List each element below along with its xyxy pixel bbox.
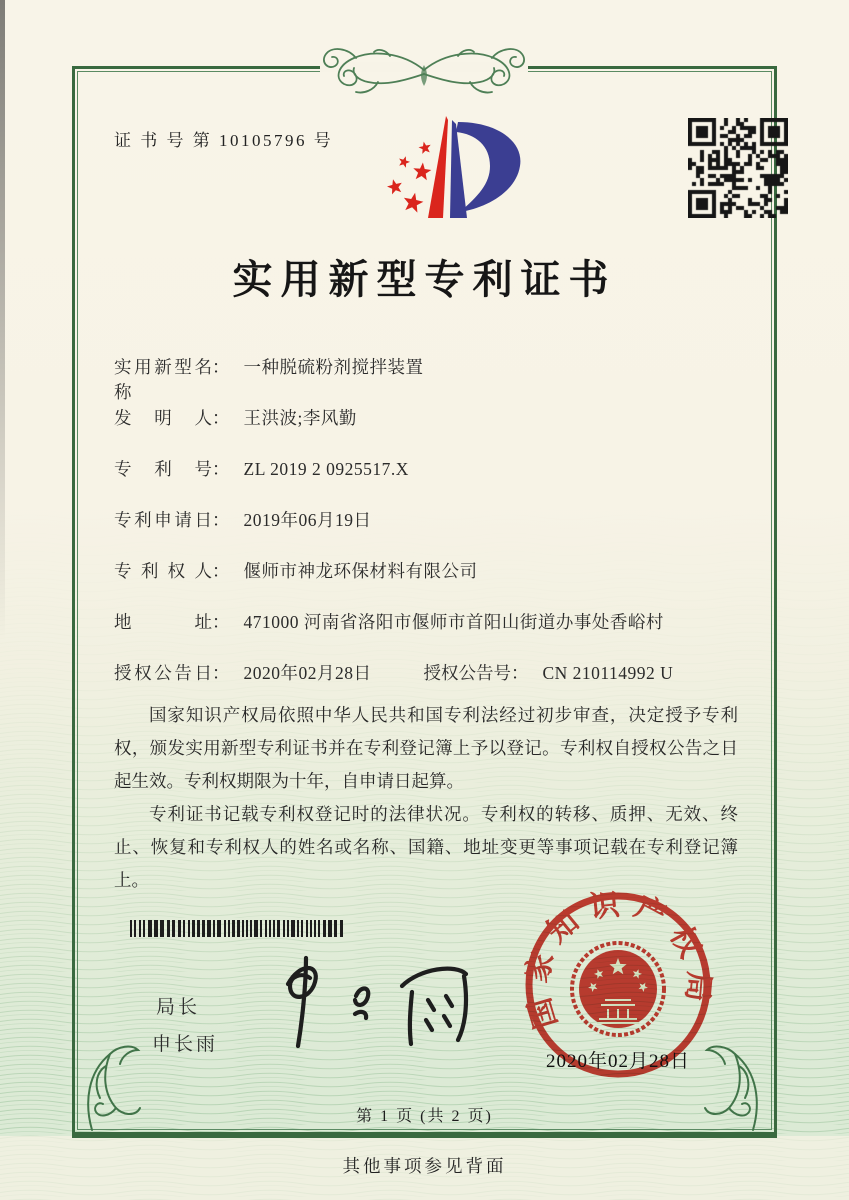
field-value: 偃师市神龙环保材料有限公司 xyxy=(243,561,478,581)
field-row-name xyxy=(114,354,746,402)
field-row-address xyxy=(114,609,746,633)
field-value: 王洪波;李风勤 xyxy=(243,408,357,428)
grant-row xyxy=(114,660,746,684)
legal-text xyxy=(114,699,738,897)
field-value: 471000 河南省洛阳市偃师市首阳山街道办事处香峪村 xyxy=(243,612,664,632)
field-value: ZL 2019 2 0925517.X xyxy=(243,459,409,479)
grant-number-value: CN 210114992 U xyxy=(542,663,674,683)
field-colon: ： xyxy=(212,561,230,581)
field-label: 专利申请日 xyxy=(114,510,212,530)
field-row-inventor xyxy=(114,405,746,429)
field-row-patent-number xyxy=(114,456,746,480)
field-row-patentee xyxy=(114,558,746,582)
paragraph: 国家知识产权局依照中华人民共和国专利法经过初步审查，决定授予专利权，颁发实用新型专利证书并在专利登记簿上予以登记。专利权自授权公告之日起生效。专利权期限为十年，自申请日起算。 xyxy=(114,705,738,791)
signatory-name: 申长雨 xyxy=(152,1034,219,1055)
field-label: 地址 xyxy=(114,612,212,632)
field-colon: ： xyxy=(212,663,230,683)
field-label: 专利权人 xyxy=(114,561,212,581)
cnipa-logo-icon xyxy=(368,100,538,240)
seal-date: 2020年02月28日 xyxy=(545,1051,690,1072)
field-colon: ： xyxy=(212,459,230,479)
top-flourish-ornament xyxy=(294,40,554,96)
field-colon: ： xyxy=(212,612,230,632)
grant-number-pair xyxy=(424,660,674,685)
field-row-filing-date xyxy=(114,507,746,531)
qr-code xyxy=(688,118,788,218)
field-colon: ： xyxy=(212,408,230,428)
signatory-title: 局长 xyxy=(156,997,201,1018)
scanner-edge-shadow xyxy=(0,0,5,640)
page-number: 第 1 页 (共 2 页) xyxy=(356,1108,493,1125)
grant-number-label: 授权公告号 xyxy=(423,663,511,683)
field-colon: ： xyxy=(212,510,230,530)
field-label: 实用新型名称 xyxy=(114,357,212,402)
paragraph: 专利证书记载专利权登记时的法律状况。专利权的转移、质押、无效、终止、恢复和专利权人的姓名或名称、国籍、地址变更等事项记载在专利登记簿上。 xyxy=(114,804,738,890)
grant-date-label: 授权公告日 xyxy=(114,663,212,683)
back-note: 其他事项参见背面 xyxy=(342,1156,507,1176)
field-colon: ： xyxy=(511,663,529,683)
field-label: 发明人 xyxy=(114,408,212,428)
seal-ring-text: 国家知识产权局 xyxy=(520,888,716,1033)
barcode xyxy=(130,920,348,937)
field-colon: ： xyxy=(212,357,230,377)
handwritten-signature xyxy=(260,950,480,1055)
field-value: 一种脱硫粉剂搅拌装置 xyxy=(243,357,424,377)
field-label: 专利号 xyxy=(114,459,212,479)
field-value: 2019年06月19日 xyxy=(243,510,372,530)
fields-section xyxy=(114,354,746,711)
certificate-title: 实用新型专利证书 xyxy=(232,257,617,302)
grant-date-value: 2020年02月28日 xyxy=(243,663,372,683)
certificate-number: 证 书 号 第 10105796 号 xyxy=(114,131,334,150)
national-emblem-icon xyxy=(572,943,664,1035)
